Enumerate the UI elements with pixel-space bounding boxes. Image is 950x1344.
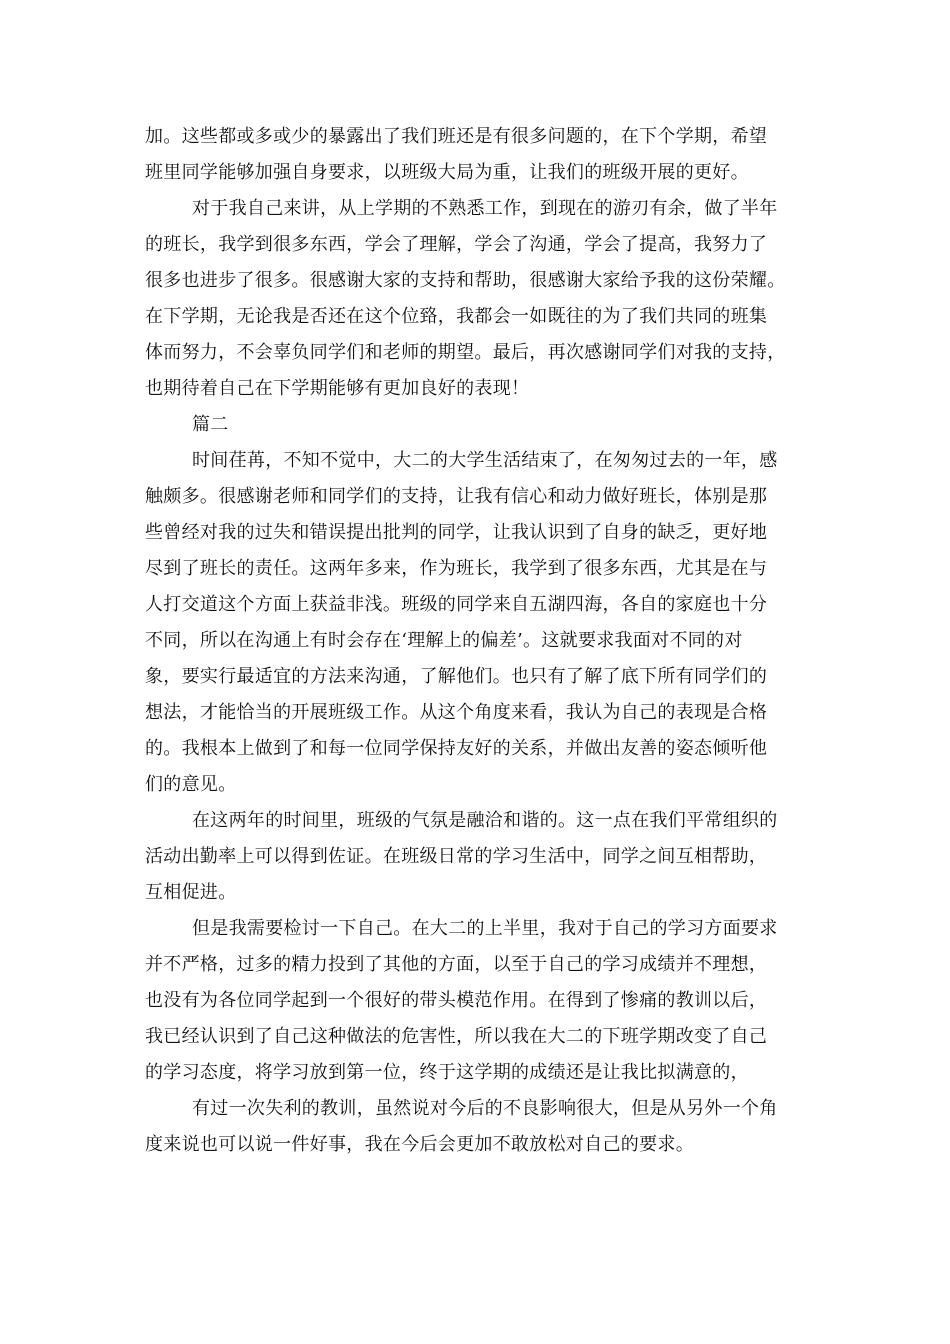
text-line: 些曾经对我的过失和错误提出批判的同学，让我认识到了自身的缺乏，更好地 <box>145 522 768 543</box>
text-line: 象，要实行最适宜的方法来沟通，了解他们。也只有了解了底下所有同学们的 <box>145 666 768 687</box>
text-line: 们的意见。 <box>145 774 237 795</box>
text-line: 活动出勤率上可以得到佐证。在班级日常的学习生活中，同学之间互相帮助， <box>145 846 768 867</box>
document-body <box>145 119 813 1163</box>
text-line: 人打交道这个方面上获益非浅。班级的同学来自五湖四海，各自的家庭也十分 <box>145 594 768 615</box>
paragraph-start-line: 时间荏苒，不知不觉中，大二的大学生活结束了，在匆匆过去的一年，感 <box>192 450 778 471</box>
paragraph-start-line: 在这两年的时间里，班级的气氛是融洽和谐的。这一点在我们平常组织的 <box>192 810 778 831</box>
text-line: 想法，才能恰当的开展班级工作。从这个角度来看，我认为自己的表现是合格 <box>145 702 768 723</box>
section-heading: 篇二 <box>192 414 229 435</box>
text-line: 的学习态度，将学习放到第一位，终于这学期的成绩还是让我比拟满意的， <box>145 1062 749 1083</box>
text-line: 在下学期，无论我是否还在这个位臵，我都会一如既往的为了我们共同的班集 <box>145 306 768 327</box>
text-line: 很多也进步了很多。很感谢大家的支持和帮助，很感谢大家给予我的这份荣耀。 <box>145 270 786 291</box>
text-line: 度来说也可以说一件好事，我在今后会更加不敢放松对自己的要求。 <box>145 1134 694 1155</box>
text-line: 班里同学能够加强自身要求，以班级大局为重，让我们的班级开展的更好。 <box>145 162 749 183</box>
text-line: 不同，所以在沟通上有时会存在‘理解上的偏差’。这就要求我面对不同的对 <box>145 630 743 651</box>
text-line: 也没有为各位同学起到一个很好的带头模范作用。在得到了惨痛的教训以后， <box>145 990 768 1011</box>
text-line: 也期待着自己在下学期能够有更加良好的表现！ <box>145 378 530 399</box>
text-line: 加。这些都或多或少的暴露出了我们班还是有很多问题的，在下个学期，希望 <box>145 126 768 147</box>
text-line: 的。我根本上做到了和每一位同学保持友好的关系，并做出友善的姿态倾听他 <box>145 738 768 759</box>
text-line: 的班长，我学到很多东西，学会了理解，学会了沟通，学会了提高，我努力了 <box>145 234 768 255</box>
text-line: 体而努力，不会辜负同学们和老师的期望。最后，再次感谢同学们对我的支持， <box>145 342 786 363</box>
text-line: 尽到了班长的责任。这两年多来，作为班长，我学到了很多东西，尤其是在与 <box>145 558 768 579</box>
text-line: 互相促进。 <box>145 882 237 903</box>
paragraph-start-line: 但是我需要检讨一下自己。在大二的上半里，我对于自己的学习方面要求 <box>192 918 778 939</box>
text-line: 并不严格，过多的精力投到了其他的方面，以至于自己的学习成绩并不理想， <box>145 954 768 975</box>
text-line: 触颇多。很感谢老师和同学们的支持，让我有信心和动力做好班长，体别是那 <box>145 486 768 507</box>
text-line: 我已经认识到了自己这种做法的危害性，所以我在大二的下班学期改变了自己 <box>145 1026 768 1047</box>
paragraph-start-line: 对于我自己来讲，从上学期的不熟悉工作，到现在的游刃有余，做了半年 <box>192 198 778 219</box>
paragraph-start-line: 有过一次失利的教训，虽然说对今后的不良影响很大，但是从另外一个角 <box>192 1098 778 1119</box>
